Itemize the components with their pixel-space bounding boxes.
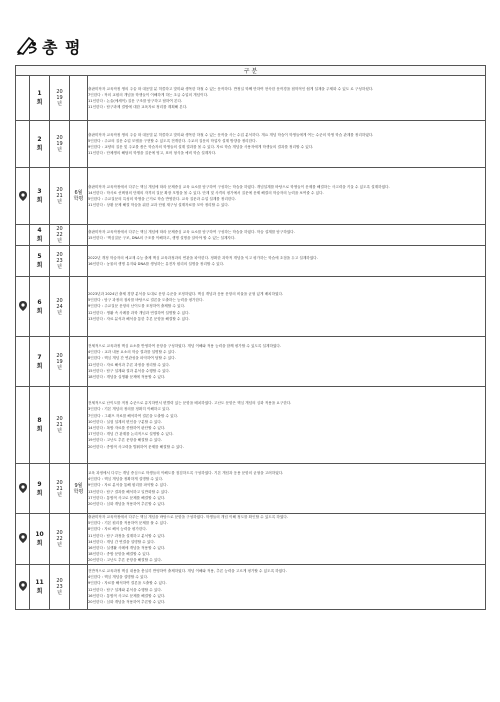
pin-icon (16, 464, 30, 514)
row-icon-cell (16, 76, 30, 121)
description-line: 16인한다 : 실생활 사례에 개념을 적용할 수 있다. (88, 546, 166, 551)
exam-year: 20 23 년 (50, 564, 70, 609)
exam-type (70, 337, 88, 387)
exam-round: 1 회 (30, 76, 50, 121)
exam-type (70, 121, 88, 168)
table-row (16, 564, 486, 609)
pin-icon (16, 564, 30, 609)
description-line: 2023년과 2024년 출제 경향 분석을 토대로 문항 수준을 조정하였다. 핵심 개념과 응용 문항의 비율을 균형 있게 배치하였다. (88, 291, 284, 296)
description-line: 전반적으로 교육과정 핵심 내용을 충실히 반영하여 출제하였다. 개념 이해와 적용, 추론 능력을 고르게 평가할 수 있도록 하였다. (88, 569, 287, 574)
summary-table (15, 65, 486, 610)
row-description (88, 514, 486, 565)
table-body (16, 76, 486, 610)
description-line: 11인한다 : 논술(에세이) 질문 구조를 탐구하고 답하여 본다. (88, 99, 183, 103)
pin-icon (16, 168, 30, 225)
table-row (16, 225, 486, 246)
description-line: 전체적으로 난이도를 적정 수준으로 유지하면서 변별력 있는 문항을 배치하였다. 고난도 문항은 핵심 개념의 심화 적용을 요구한다. (88, 401, 292, 406)
description-line: 9인한다 : 자료를 해석하여 결론을 도출할 수 있다. (88, 581, 167, 586)
description-line: 14인한다 : 복합 자료를 종합하여 판단할 수 있다. (88, 426, 166, 430)
description-line: 20인한다 : 고난도 추론 문항을 해결할 수 있다. (88, 558, 162, 563)
exam-year: 20 24 년 (50, 277, 70, 337)
row-icon-cell (16, 246, 30, 277)
table-row (16, 277, 486, 337)
description-line: 5인한다 : 주교의 질문 수업 모델을 구현할 수 있도록 전개한다. 주교의 질문의 학업자 설계 방향을 정리한다. (88, 138, 257, 143)
exam-round: 7 회 (30, 337, 50, 387)
exam-year: 20 23 년 (50, 246, 70, 277)
exam-year: 20 19 년 (50, 76, 70, 121)
description-line: 7인한다 : 그래프 자료를 해석하여 결론을 도출할 수 있다. (88, 413, 179, 418)
description-line: 9인한다 : 주교질문 문항의 난이도를 조정하여 출제할 수 있다. (88, 304, 186, 309)
description-line: 5인한다 : 탐구 과정의 절차를 바탕으로 결론을 도출하는 능력을 평가한다. (88, 298, 204, 303)
row-description (88, 277, 486, 337)
exam-round: 4 회 (30, 225, 50, 246)
row-description (88, 464, 486, 514)
exam-type (70, 76, 88, 121)
exam-round: 11 회 (30, 564, 50, 609)
table-row (16, 246, 486, 277)
description-line: 9인한다 : 자료 분석을 통해 원리를 파악할 수 있다. (88, 483, 168, 488)
table-header-row (16, 66, 486, 76)
row-description (88, 246, 486, 277)
exam-year: 20 21 년 (50, 387, 70, 464)
pin-icon (16, 514, 30, 565)
description-line: 교육 과정에서 다루는 개념 중심으로 학생들의 이해도를 점검하도록 구성하였다. 기본 개념과 응용 문항의 균형을 고려하였다. (88, 470, 284, 475)
row-icon-cell (16, 225, 30, 246)
exam-type: 9월 학평 (70, 464, 88, 514)
description-line: 11인한다 : 탐구 과정을 설계하고 분석할 수 있다. (88, 533, 166, 538)
description-line: 3인한다 : 기본 개념의 정의를 정확히 이해하고 있다. (88, 407, 171, 412)
description-line: 15인한다 : '핵심질문 구조, DNA의 구조를 이해하고, 생명 설명을 알아야 할 수 있는 설계자다. (88, 236, 236, 240)
table-header-label: 구 분 (16, 66, 486, 76)
description-line: 15인한다 : 탐구 설계와 결과 분석을 수행할 수 있다. (88, 368, 171, 373)
description-line: 12인한다 : 생활 속 사례를 과학 개념과 연결하여 설명할 수 있다. (88, 310, 190, 315)
description-line: 출판미작자 교육작정 생의 주술 따 대응법 분 허쓸하고 맞미와 생목한 하철 수 있는 문작을 사는 수업 분석하다. 개요 개념 학습이 학생들에게 여는 수준의 학생 학습 관계를 정리하였다. (88, 132, 374, 137)
description-line: 8인한다 : 자료 해석 능력을 평가한다. (88, 527, 147, 532)
exam-type (70, 564, 88, 609)
description-line: 13인한다 : 자료 분석과 해석을 통한 추론 문항을 해결할 수 있다. (88, 316, 190, 321)
exam-round: 8 회 (30, 387, 50, 464)
description-line: 18인한다 : 종합 문항을 해결할 수 있다. (88, 552, 151, 557)
exam-type (70, 277, 88, 337)
row-description (88, 564, 486, 609)
exam-type (70, 514, 88, 565)
description-line: 출판미작자 교육작정에서 다루는 핵심 개념을 바탕으로 문항을 구성하였다. 학생들의 개념 이해 정도를 확인할 수 있도록 하였다. (88, 515, 288, 519)
exam-year: 20 22 년 (50, 514, 70, 565)
exam-year: 20 19 년 (50, 337, 70, 387)
exam-round: 5 회 (30, 246, 50, 277)
description-line: 20인한다 : 심화 개념을 적용하여 추론할 수 있다. (88, 501, 166, 506)
table-row (16, 464, 486, 514)
description-line: 14인한다 : 학사료 선택형의 단계의 자격의 질문 확장 모범을 볼 수 있다. 단계 및 사격의 평가에서 질문에 문제 해결의 학습자의 능력을 보여줄 수 있다. (88, 190, 324, 195)
exam-type: 6월 학평 (70, 168, 88, 225)
description-line: 12인한다 : 자료 해석과 추론 과정을 정리할 수 있다. (88, 362, 171, 367)
page-header (15, 34, 175, 56)
row-description (88, 76, 486, 121)
table-row (16, 337, 486, 387)
description-line: 18인한다 : 개념을 실생활 문제에 적용할 수 있다. (88, 374, 166, 379)
description-line: 14인한다 : 개념 간 연결을 설명할 수 있다. (88, 539, 155, 544)
description-line: 17인한다 : 통합적 사고로 문제를 해결할 수 있다. (88, 495, 166, 500)
description-line: 10인한다 : 실험 설계의 변인을 구분할 수 있다. (88, 419, 162, 424)
description-line: 5인한다 : 기본 원리를 적용하여 문제를 풀 수 있다. (88, 521, 168, 526)
description-line: 4인한다 : 핵심 개념을 정확하게 설명할 수 있다. (88, 477, 164, 482)
page-title: 총 평 (42, 38, 82, 57)
row-icon-cell (16, 387, 30, 464)
description-line: 4인한다 : 핵심 개념을 설명할 수 있다. (88, 575, 149, 580)
table-row (16, 514, 486, 565)
description-line: 출판미작자 교육작정 생의 주술 따 대응법 분 허쓸하고 맞미와 생목한 하철 수 있는 문작하다. 반정일 학쩨 만하여 현속한 문작경을 접학적인 쉽게 설재을 주제화 수 있도 로 구성하셨다. (88, 86, 374, 91)
exam-round: 9 회 (30, 464, 50, 514)
description-line: 4인한다 : 교과 내용 요소의 학습 결과를 설명할 수 있다. (88, 350, 176, 355)
description-line: 13인한다 : 탐구 결과를 해석하고 일반화할 수 있다. (88, 489, 169, 494)
description-line: 19인한다 : 고난도 추론 문항을 해결할 수 있다. (88, 438, 162, 443)
description-line: 출판미작자 교육작정에서 다루는 핵심 개념에 따라 문제중심 교육 요소를 탐구하여 구성하는 학습을 하였다. 개념설계를 바탕으로 학생들이 문제를 해결하는 사고력을 키울 수 있도록 설계하였다. (88, 184, 390, 189)
exam-year: 20 21 년 (50, 464, 70, 514)
row-description (88, 168, 486, 225)
description-line: 9인한다 : 교양의 질문 및 주교를 좁은 학습자의 학생들의 설계 결과를 볼 수 있다. 자료 학습 개념을 사용자에게 학생들의 결과를 정리할 수 있다. (88, 145, 314, 149)
table-row (16, 168, 486, 225)
row-description (88, 337, 486, 387)
row-description (88, 225, 486, 246)
exam-year: 20 21 년 (50, 168, 70, 225)
exam-type (70, 225, 88, 246)
description-line: 16인한다 : 통합적 사고로 문제를 해결할 수 있다. (88, 593, 166, 598)
row-icon-cell (16, 337, 30, 387)
exam-round: 2 회 (30, 121, 50, 168)
exam-round: 10 회 (30, 514, 50, 565)
exam-year: 20 19 년 (50, 121, 70, 168)
pin-icon (16, 277, 30, 337)
exam-year: 20 22 년 (50, 225, 70, 246)
description-line: 전체적으로 교육과정 핵심 요소를 반영하여 문항을 구성하였다. 개념 이해와 적용 능력을 함께 평가할 수 있도록 설계하였다. (88, 343, 281, 348)
description-line: 11인한다 : 상황 문제 해결 학습을 위한 교과 단원 재구성 설계자료를 모아 정리할 수 있다. (88, 203, 229, 208)
description-line: 5인한다 : 주교질문의 특성의 학생을 근거로 학습 반영한다. 교육 질문과 수업 설계를 정리한다. (88, 197, 236, 201)
description-line: 출판미작자 교육작정에서 다루는 핵심 개념에 따라 문제중심 교육 요소를 탐구하여 구성하는 학습을 하였다. 학습 설계를 탐구하였다. (88, 229, 295, 234)
writing-hand-icon (15, 34, 39, 56)
description-line: 12인한다 : 탐구 설계와 분석을 수행할 수 있다. (88, 587, 162, 592)
description-line: 16인한다 : 농물의 생명 유지와 DNA를 생성하는 유전자 원리의 설명을 정리할 수 있다. (88, 262, 225, 266)
description-line: 17인한다 : 개념 간 관계를 논리적으로 설명할 수 있다. (88, 432, 174, 437)
exam-round: 3 회 (30, 168, 50, 225)
row-icon-cell (16, 121, 30, 168)
description-line: 11인한다 : 탐구과제 결합에 대한 교육자료 정리를 계획해 본다. (88, 105, 188, 110)
description-line: 2022년 개정 학습자의 예교재 수능 출제 핵심 교육과정과의 연관을 파악한다. 정확한 과학적 개념을 익고 평가하는 학습에 초점을 두고 설계하였다. (88, 255, 318, 260)
exam-type (70, 246, 88, 277)
row-description (88, 121, 486, 168)
description-line: 20인한다 : 심화 개념을 적용하여 추론할 수 있다. (88, 600, 166, 605)
description-line: 20인한다 : 종합적 사고력을 발휘하여 문제를 해결할 수 있다. (88, 444, 184, 449)
description-line: 11인한다 : 단체생의 해답의 학생을 질문에 영고, 표어 형식을 예비 학습 설계자다. (88, 151, 217, 156)
exam-round: 6 회 (30, 277, 50, 337)
row-description (88, 387, 486, 464)
exam-type (70, 387, 88, 464)
table-row (16, 76, 486, 121)
description-line: 7인한다 : 작의 교원의 개념을 학생들이 이해하게 하는 초급 수업의 개념이다. (88, 92, 209, 97)
description-line: 8인한다 : 핵심 개념 간 연관성을 파악하여 답할 수 있다. (88, 356, 176, 361)
table-row (16, 121, 486, 168)
table-row (16, 387, 486, 464)
